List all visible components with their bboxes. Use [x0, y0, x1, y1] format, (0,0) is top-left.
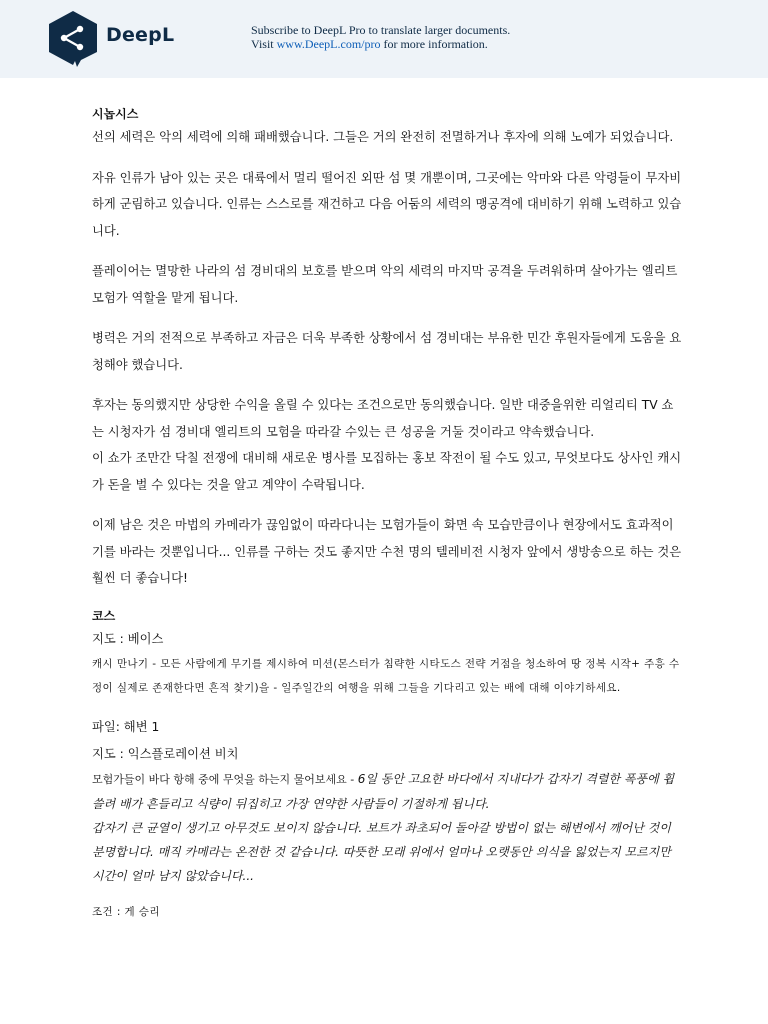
paragraph-5a: 후자는 동의했지만 상당한 수익을 올릴 수 있다는 조건으로만 동의했습니다. 일반 대중을위한 리얼리티 TV 쇼는 시청자가 섬 경비대 엘리트의 모험을 따라갈 수있는 큰 성공을 거둘 것이라고 약속했습니다.: [92, 398, 674, 439]
deepl-logo-icon: [47, 10, 99, 68]
ask-italic: 6일 동안 고요한 바다에서 지내다가 갑자기 격렬한 폭풍에 휩쓸려 배가 흔들리고 식량이 뒤집히고 가장 연약한 사람들이 기절하게 됩니다.: [92, 772, 675, 811]
map-line-2: 지도 : 익스플로레이션 비치: [92, 746, 239, 761]
paragraph-1: 선의 세력은 악의 세력에 의해 패배했습니다. 그들은 거의 완전히 전멸하거나 후자에 의해 노예가 되었습니다.: [92, 130, 674, 144]
ask-paragraph: [92, 767, 682, 816]
promo-line-2: [251, 37, 510, 51]
paragraph-4: 병력은 거의 전적으로 부족하고 자금은 더욱 부족한 상황에서 섬 경비대는 부유한 민간 후원자들에게 도움을 요청해야 했습니다.: [92, 331, 682, 372]
promo-text: [251, 23, 510, 51]
deepl-pro-link[interactable]: www.DeepL.com/pro: [276, 37, 381, 51]
promo-visit: Visit: [251, 37, 277, 51]
synopsis-heading: 시놉시스: [92, 107, 139, 121]
course-heading: 코스: [92, 608, 116, 623]
deepl-banner: [0, 0, 768, 78]
condition-line: 조건 : 게 승리: [92, 906, 160, 918]
promo-line-1: Subscribe to DeepL Pro to translate larger documents.: [251, 23, 511, 37]
paragraph-2: 자유 인류가 남아 있는 곳은 대륙에서 멀리 떨어진 외딴 섬 몇 개뿐이며, 그곳에는 악마와 다른 악령들이 무자비하게 군림하고 있습니다. 인류는 스스로를 재건하고 다음 어둠의 세력의 맹공격에 대비하기 위해 노력하고 있습니다.: [92, 170, 682, 238]
paragraph-6: 이제 남은 것은 마법의 카메라가 끊임없이 따라다니는 모험가들이 화면 속 모습만큼이나 현장에서도 효과적이기를 바라는 것뿐입니다... 인류를 구하는 것도 좋지만 수천 명의 텔레비전 시청자 앞에서 생방송으로 하는 것은 훨씬 더 좋습니다!: [92, 518, 682, 585]
file-line: 파일: 해변 1: [92, 720, 160, 734]
paragraph-3: 플레이어는 멸망한 나라의 섬 경비대의 보호를 받으며 악의 세력의 마지막 공격을 두려워하며 살아가는 엘리트 모험가 역할을 맡게 됩니다.: [92, 264, 678, 305]
paragraph-5b: 이 쇼가 조만간 닥칠 전쟁에 대비해 새로운 병사를 모집하는 홍보 작전이 될 수도 있고, 무엇보다도 상사인 캐시가 돈을 벌 수 있다는 것을 알고 계약이 수락됩니다.: [92, 451, 682, 492]
ask-prefix: 모험가들이 바다 항해 중에 무엇을 하는지 물어보세요 -: [92, 773, 358, 786]
brand-name: DeepL: [106, 24, 175, 46]
mission-text: 캐시 만나기 - 모든 사람에게 무기를 제시하여 미션(몬스터가 침략한 시타도스 전략 거점을 청소하여 땅 정복 시작+ 주흥 수정이 실제로 존재한다면 흔적 찾기)을 - 일주일간의 여행을 위해 그들을 기다리고 있는 배에 대해 이야기하세요.: [92, 658, 680, 694]
promo-tail: for more information.: [380, 37, 488, 51]
map-line-1: 지도 : 베이스: [92, 631, 164, 646]
document-body: [92, 104, 682, 922]
scene-paragraph: 갑자기 큰 균열이 생기고 아무것도 보이지 않습니다. 보트가 좌초되어 돌아갈 방법이 없는 해변에서 깨어난 것이 분명합니다. 매직 카메라는 온전한 것 같습니다. 따뜻한 모래 위에서 얼마나 오랫동안 의식을 잃었는지 모르지만 시간이 얼마 남지 않았습니다...: [92, 821, 671, 883]
